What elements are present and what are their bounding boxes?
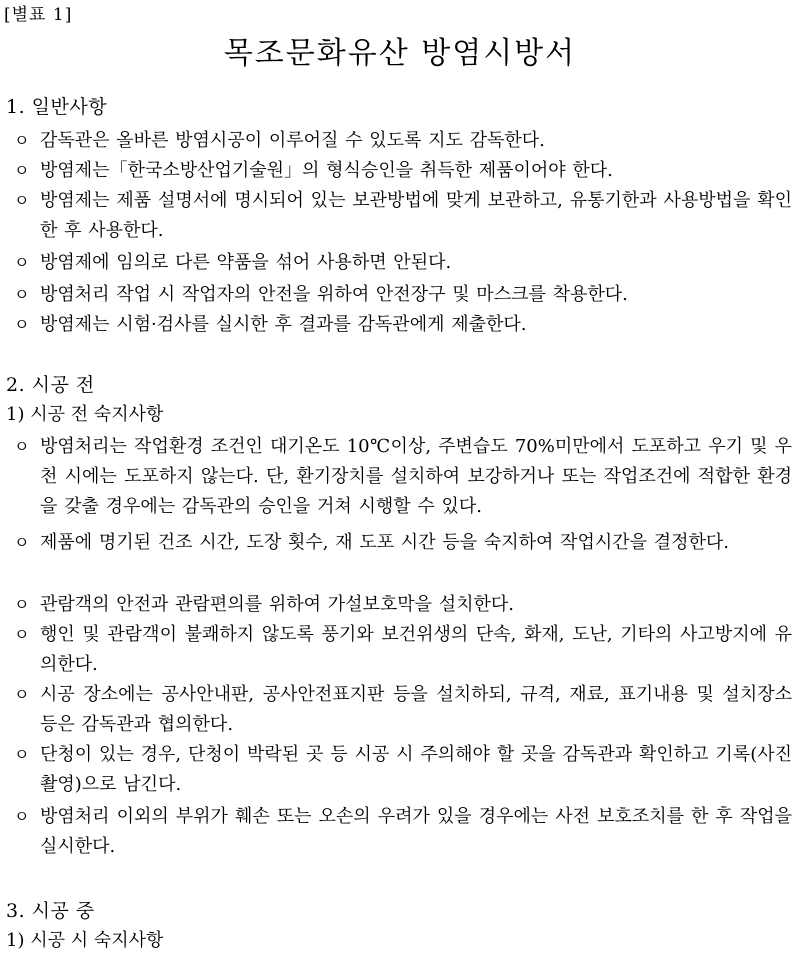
- list-item: [0, 248, 792, 278]
- list-item: [0, 590, 792, 620]
- bullet-icon: ㅇ: [14, 533, 30, 552]
- list-item-text: 감독관은 올바른 방염시공이 이루어질 수 있도록 지도 감독한다.: [40, 130, 545, 151]
- section-3-subheading: 1) 시공 시 숙지사항: [6, 930, 164, 951]
- list-item: [0, 156, 792, 186]
- list-item-text: 방염처리 작업 시 작업자의 안전을 위하여 안전장구 및 마스크를 착용한다.: [40, 284, 628, 305]
- bullet-icon: ㅇ: [14, 437, 30, 456]
- list-item: [0, 528, 792, 558]
- list-item-text: 제품에 명기된 건조 시간, 도장 횟수, 재 도포 시간 등을 숙지하여 작업시간을 결정한다.: [40, 532, 730, 553]
- bullet-icon: ㅇ: [14, 191, 30, 210]
- list-item: [0, 802, 792, 862]
- list-item: [0, 280, 792, 310]
- list-item-text: 방염처리 이외의 부위가 훼손 또는 오손의 우려가 있을 경우에는 사전 보호조치를 한 후 작업을 실시한다.: [40, 806, 792, 857]
- list-item-text: 방염제는 제품 설명서에 명시되어 있는 보관방법에 맞게 보관하고, 유통기한과 사용방법을 확인한 후 사용한다.: [40, 190, 792, 241]
- bullet-icon: ㅇ: [14, 807, 30, 826]
- section-2-heading: 2. 시공 전: [6, 374, 95, 396]
- bullet-icon: ㅇ: [14, 685, 30, 704]
- bullet-icon: ㅇ: [14, 253, 30, 272]
- list-item: [0, 432, 792, 522]
- list-item: [0, 680, 792, 740]
- list-item-text: 시공 장소에는 공사안내판, 공사안전표지판 등을 설치하되, 규격, 재료, 표기내용 및 설치장소 등은 감독관과 협의한다.: [40, 684, 792, 735]
- appendix-label: [별표 1]: [4, 5, 73, 25]
- list-item: [0, 740, 792, 800]
- list-item-text: 행인 및 관람객이 불쾌하지 않도록 풍기와 보건위생의 단속, 화재, 도난, 기타의 사고방지에 유의한다.: [40, 624, 792, 675]
- page-title: 목조문화유산 방염시방서: [223, 36, 577, 71]
- section-1-heading: 1. 일반사항: [6, 96, 108, 118]
- bullet-icon: ㅇ: [14, 161, 30, 180]
- list-item: [0, 126, 792, 156]
- bullet-icon: ㅇ: [14, 285, 30, 304]
- section-3-heading: 3. 시공 중: [6, 900, 95, 922]
- list-item-text: 단청이 있는 경우, 단청이 박락된 곳 등 시공 시 주의해야 할 곳을 감독관과 확인하고 기록(사진촬영)으로 남긴다.: [40, 744, 792, 795]
- list-item-text: 방염제에 임의로 다른 약품을 섞어 사용하면 안된다.: [40, 252, 452, 273]
- list-item-text: 관람객의 안전과 관람편의를 위하여 가설보호막을 설치한다.: [40, 594, 515, 615]
- list-item: [0, 310, 792, 340]
- list-item: [0, 620, 792, 680]
- bullet-icon: ㅇ: [14, 745, 30, 764]
- list-item-text: 방염처리는 작업환경 조건인 대기온도 10℃이상, 주변습도 70%미만에서 도포하고 우기 및 우천 시에는 도포하지 않는다. 단, 환기장치를 설치하여 보강하거나 또는 작업조건에 적합한 환경을 갖출 경우에는 감독관의 승인을 거쳐 시행할 수 있다.: [40, 436, 792, 517]
- list-item: [0, 186, 792, 246]
- section-2-subheading: 1) 시공 전 숙지사항: [6, 404, 164, 425]
- list-item-text: 방염제는「한국소방산업기술원」의 형식승인을 취득한 제품이어야 한다.: [40, 160, 613, 181]
- bullet-icon: ㅇ: [14, 315, 30, 334]
- bullet-icon: ㅇ: [14, 625, 30, 644]
- list-item-text: 방염제는 시험·검사를 실시한 후 결과를 감독관에게 제출한다.: [40, 314, 527, 335]
- bullet-icon: ㅇ: [14, 131, 30, 150]
- bullet-icon: ㅇ: [14, 595, 30, 614]
